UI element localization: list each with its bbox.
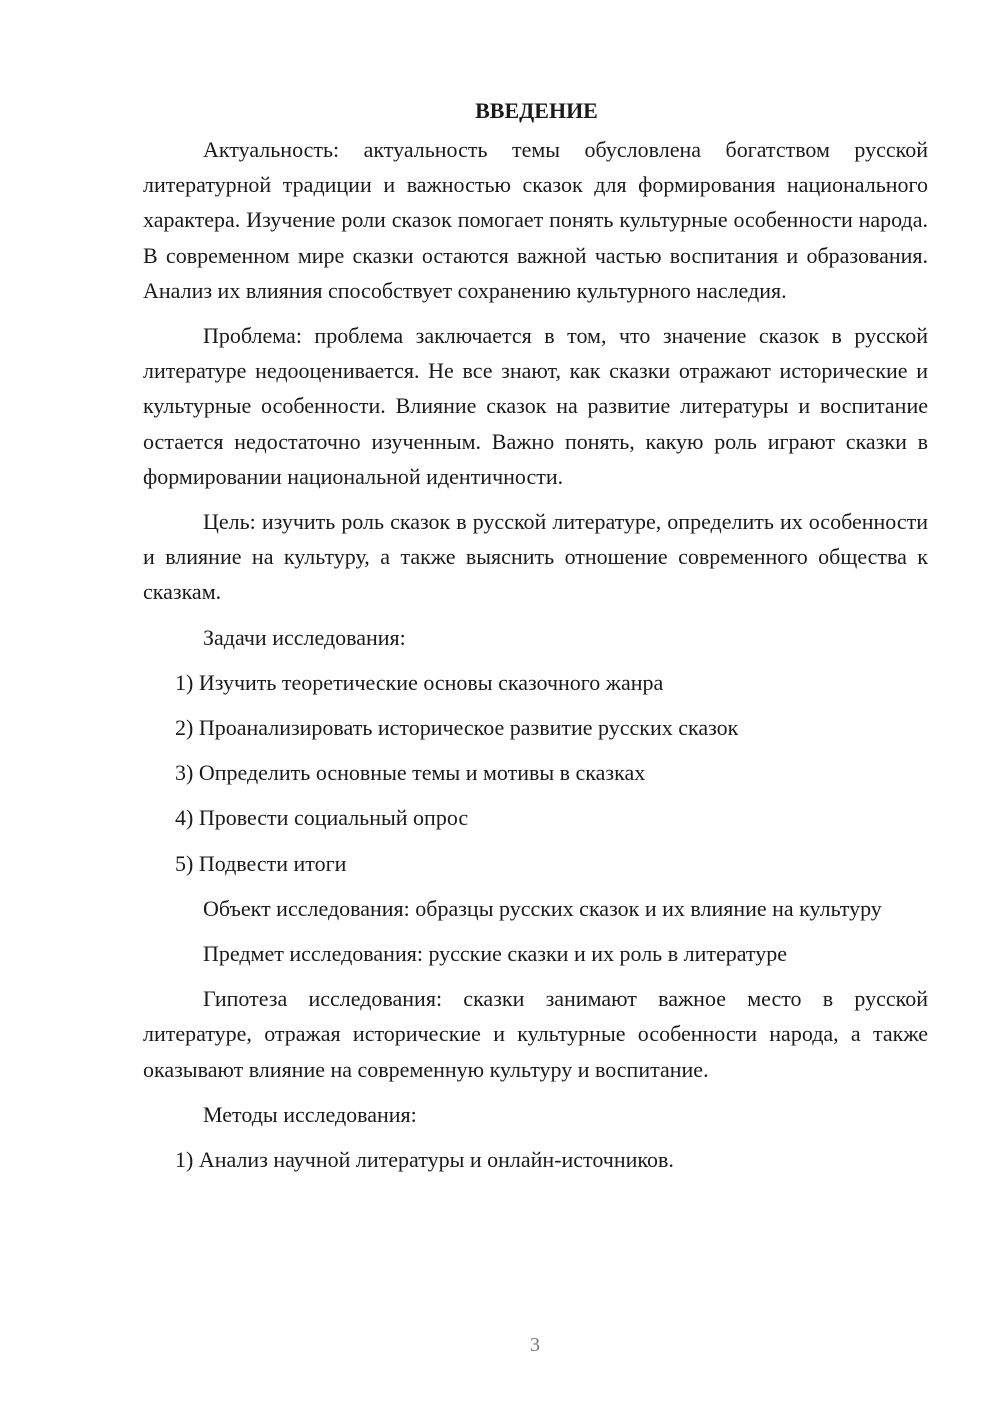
- section-title: ВВЕДЕНИЕ: [475, 98, 598, 123]
- task-item: 4) Провести социальный опрос: [175, 805, 469, 831]
- document-page: [143, 96, 928, 1187]
- object-paragraph: Объект исследования: образцы русских сказок и их влияние на культуру: [203, 895, 882, 921]
- tasks-heading: Задачи исследования:: [203, 624, 406, 650]
- task-item: 1) Изучить теоретические основы сказочного жанра: [175, 669, 664, 695]
- hypothesis-paragraph: Гипотеза исследования: сказки занимают важное место в русской литературе, отражая исторические и культурные особенности народа, а также оказывают влияние на современную культуру и воспитание.: [143, 986, 928, 1082]
- methods-list: [143, 1142, 928, 1177]
- task-item: 5) Подвести итоги: [175, 850, 347, 876]
- task-item: 2) Проанализировать историческое развитие русских сказок: [175, 715, 739, 741]
- method-item: 1) Анализ научной литературы и онлайн-источников.: [175, 1147, 674, 1173]
- goal-paragraph: Цель: изучить роль сказок в русской литературе, определить их особенности и влияние на культуру, а также выяснить отношение современного общества к сказкам.: [143, 509, 928, 605]
- relevance-paragraph: Актуальность: актуальность темы обусловлена богатством русской литературной традиции и важностью сказок для формирования национального характера. Изучение роли сказок помогает понять культурные особенности народа. В современном мире сказки остаются важной частью воспитания и образования. Анализ их влияния способствует сохранению культурного наследия.: [143, 137, 928, 303]
- methods-heading: Методы исследования:: [203, 1101, 417, 1127]
- task-item: 3) Определить основные темы и мотивы в сказках: [175, 760, 646, 786]
- subject-paragraph: Предмет исследования: русские сказки и их роль в литературе: [203, 941, 788, 967]
- tasks-list: [143, 665, 928, 881]
- problem-paragraph: Проблема: проблема заключается в том, что значение сказок в русской литературе недооценивается. Не все знают, как сказки отражают исторические и культурные особенности. Влияние сказок на развитие литературы и воспитание остается недостаточно изученным. Важно понять, какую роль играют сказки в формировании национальной идентичности.: [143, 323, 928, 489]
- page-number: 3: [530, 1334, 540, 1356]
